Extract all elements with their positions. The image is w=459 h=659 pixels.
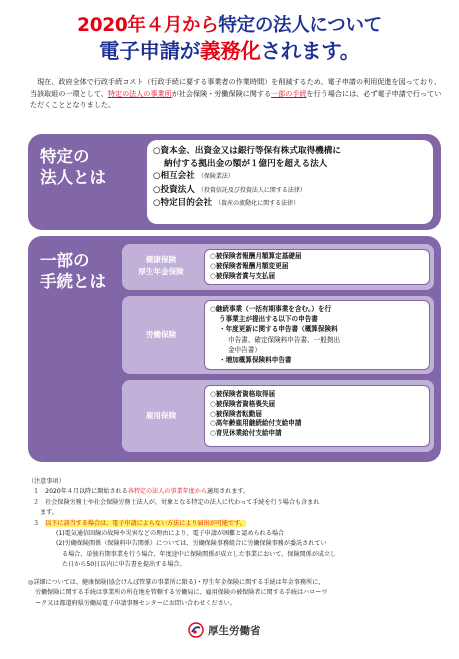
list-item: 金申告書） (228, 345, 261, 354)
labor-insurance-section (122, 296, 434, 374)
page-title (0, 14, 459, 64)
intro-text-5: を行う場合には、必ず電子申請で行っていただくこととなりました。 (30, 88, 442, 109)
health-pension-label: 健康保険 厚生年金保険 (138, 255, 184, 276)
note-2-cont: ます。 (40, 509, 58, 517)
corporation-item: ○特定目的会社 （資産の流動化に関する法律） (153, 198, 300, 209)
title-line1-b: 特定の法人について (218, 15, 382, 36)
list-item: う事業主が提出する以下の申告書 (219, 315, 318, 324)
procedures-label: 一部の 手続とは (40, 251, 106, 291)
ministry-emblem-icon (188, 622, 204, 638)
employment-insurance-section (122, 380, 434, 452)
intro-highlight-2: 一部の手続 (271, 88, 307, 98)
corporation-item: ○資本金、出資金又は銀行等保有株式取得機構に (153, 146, 341, 156)
list-item: 申告書、確定保険料申告書、一般拠出 (228, 335, 341, 344)
list-item: ○被保険者資格取得届 (210, 390, 276, 398)
note-2: ２ 社会保険労務士や社会保険労務士法人が、対象となる特定の法人に代わって手続を行う場合も含まれ (33, 498, 320, 506)
list-item: ・年度更新に関する申告書（概算保険料 (219, 325, 338, 334)
notes-heading: （注意事項） (28, 478, 65, 485)
note-3-2: (2)労働保険関係（保険料申告関係）については、労働保険事務組合に労働保険事務が委託されてい (56, 540, 327, 548)
list-item: ○被保険者賞与支払届 (210, 271, 276, 280)
specific-corporation-label: 特定の 法人とは (40, 147, 106, 187)
corporation-item: 納付する拠出金の額が１億円を超える法人 (164, 158, 328, 169)
note-3-2-cont: る場合、単独有期事業を行う場合、年度途中に保険関係が成立した事業において、保険関係が成立し (62, 550, 337, 558)
health-pension-section (122, 244, 434, 290)
intro-paragraph (30, 76, 442, 111)
ministry-logo (188, 622, 261, 638)
note-3-2-cont: た日から50日以内に申告書を提出する場合。 (62, 561, 186, 569)
specific-corporation-panel (28, 134, 441, 230)
intro-text-3: が社会保険・労働 (171, 88, 229, 98)
ministry-name: 厚生労働省 (208, 624, 261, 637)
list-item: ○継続事業（一括有期事業を含む。）を行 (210, 305, 332, 313)
intro-text-4: 保険に関する (228, 88, 272, 98)
employment-insurance-label: 雇用保険 (145, 411, 177, 420)
list-item: ○被保険者資格喪失届 (210, 399, 276, 408)
labor-insurance-list (204, 300, 430, 370)
list-item: ・増加概算保険料申告書 (219, 356, 292, 365)
intro-highlight-1: 特定の法人の事業所 (107, 88, 172, 98)
notes-section (28, 477, 444, 571)
note-1: １ 2020年４月以降に開始される各特定の法人の事業年度から適用されます。 (33, 488, 250, 496)
corporation-item: ○相互会社 （保険業法） (153, 171, 234, 182)
list-item: ○被保険者報酬月額変更届 (210, 261, 289, 270)
note-3-1: (1)電気通信回線の故障や災害などの理由により、電子申請が困難と認められる場合 (56, 530, 285, 538)
list-item: ○育児休業給付支給申請 (210, 429, 282, 438)
procedures-panel (28, 236, 441, 462)
corporation-item: ○投資法人 （投資信託及び投資法人に関する法律） (153, 184, 306, 195)
list-item: ○被保険者報酬月額算定基礎届 (210, 252, 302, 260)
intro-text-1: 現在、政府全体で行政手続コスト（行政手続に要する事業者の作業時間）を削減するため、電 (37, 77, 335, 86)
health-pension-list (204, 249, 430, 285)
list-item: ○被保険者転勤届 (210, 409, 262, 418)
inquiry-note: ◎詳細については、健康保険(協会けんぽ管掌の事業所に限る)・厚生年金保険に関する手続は年金事務所に、 労働保険に関する手続は事業所の所在地を管轄する労働局に、雇用保険の被保険者に関する手続はハローワ ーク又は都道府県労働局電子申請事務センターにお問い合わせください。 (28, 579, 328, 607)
intro-text-2: 子申請の利用促進を図っており、当該取組の一環として、 (30, 77, 442, 98)
labor-insurance-label: 労働保険 (145, 330, 177, 339)
list-item: ○高年齢雇用継続給付支給申請 (210, 419, 302, 428)
note-3: ３ 以下に該当する場合は、電子申請によらない方法により届出が可能です。 (33, 519, 246, 527)
corporation-list (147, 140, 433, 224)
title-line2-c: されます。 (260, 39, 360, 63)
title-line1-a: 2020年４月から (77, 15, 219, 36)
title-line2-a: 電子申請が (99, 39, 200, 63)
title-line2-b: 義務化 (200, 39, 261, 63)
employment-insurance-list (204, 385, 430, 447)
